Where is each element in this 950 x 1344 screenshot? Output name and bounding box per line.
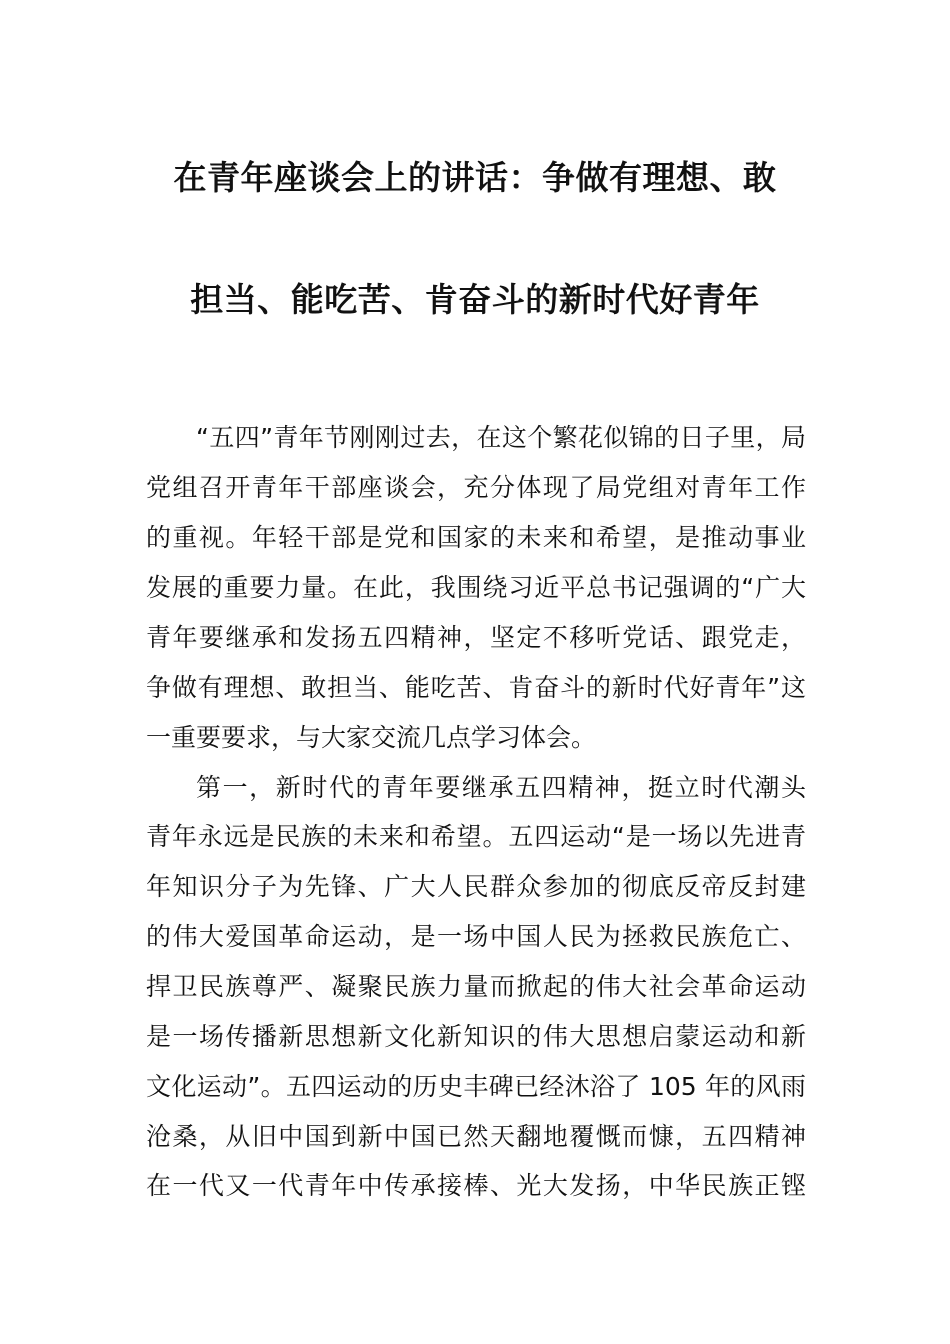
document-title-line-1: 在青年座谈会上的讲话：争做有理想、敢 <box>173 158 777 197</box>
paragraph-2-line: 的伟大爱国革命运动，是一场中国人民为拯救民族危亡、 <box>146 922 806 951</box>
paragraph-2-line: 是一场传播新思想新文化新知识的伟大思想启蒙运动和新 <box>146 1022 806 1051</box>
paragraph-2-line: 第一，新时代的青年要继承五四精神，挺立时代潮头 <box>196 773 806 802</box>
paragraph-2-line: 青年永远是民族的未来和希望。五四运动“是一场以先进青 <box>146 822 806 851</box>
paragraph-1-line: 的重视。年轻干部是党和国家的未来和希望，是推动事业 <box>146 523 806 552</box>
paragraph-1-line: 青年要继承和发扬五四精神，坚定不移听党话、跟党走， <box>146 623 806 652</box>
paragraph-1-line: 发展的重要力量。在此，我围绕习近平总书记强调的“广大 <box>146 573 806 602</box>
paragraph-1-line: 争做有理想、敢担当、能吃苦、肯奋斗的新时代好青年”这 <box>146 673 806 702</box>
document-title-line-2: 担当、能吃苦、肯奋斗的新时代好青年 <box>190 280 760 319</box>
paragraph-1-line: “五四”青年节刚刚过去，在这个繁花似锦的日子里，局 <box>196 423 806 452</box>
paragraph-2-line: 年知识分子为先锋、广大人民群众参加的彻底反帝反封建 <box>146 872 806 901</box>
paragraph-2-line: 沧桑，从旧中国到新中国已然天翻地覆慨而慷，五四精神 <box>146 1122 806 1151</box>
paragraph-1-line: 党组召开青年干部座谈会，充分体现了局党组对青年工作 <box>146 473 806 502</box>
paragraph-2-line: 在一代又一代青年中传承接棒、光大发扬，中华民族正铿 <box>146 1171 806 1200</box>
paragraph-2-line: 捍卫民族尊严、凝聚民族力量而掀起的伟大社会革命运动 <box>146 972 806 1001</box>
paragraph-2-line: 文化运动”。五四运动的历史丰碑已经沐浴了 105 年的风雨 <box>146 1072 806 1101</box>
paragraph-1-line: 一重要要求，与大家交流几点学习体会。 <box>146 723 597 752</box>
